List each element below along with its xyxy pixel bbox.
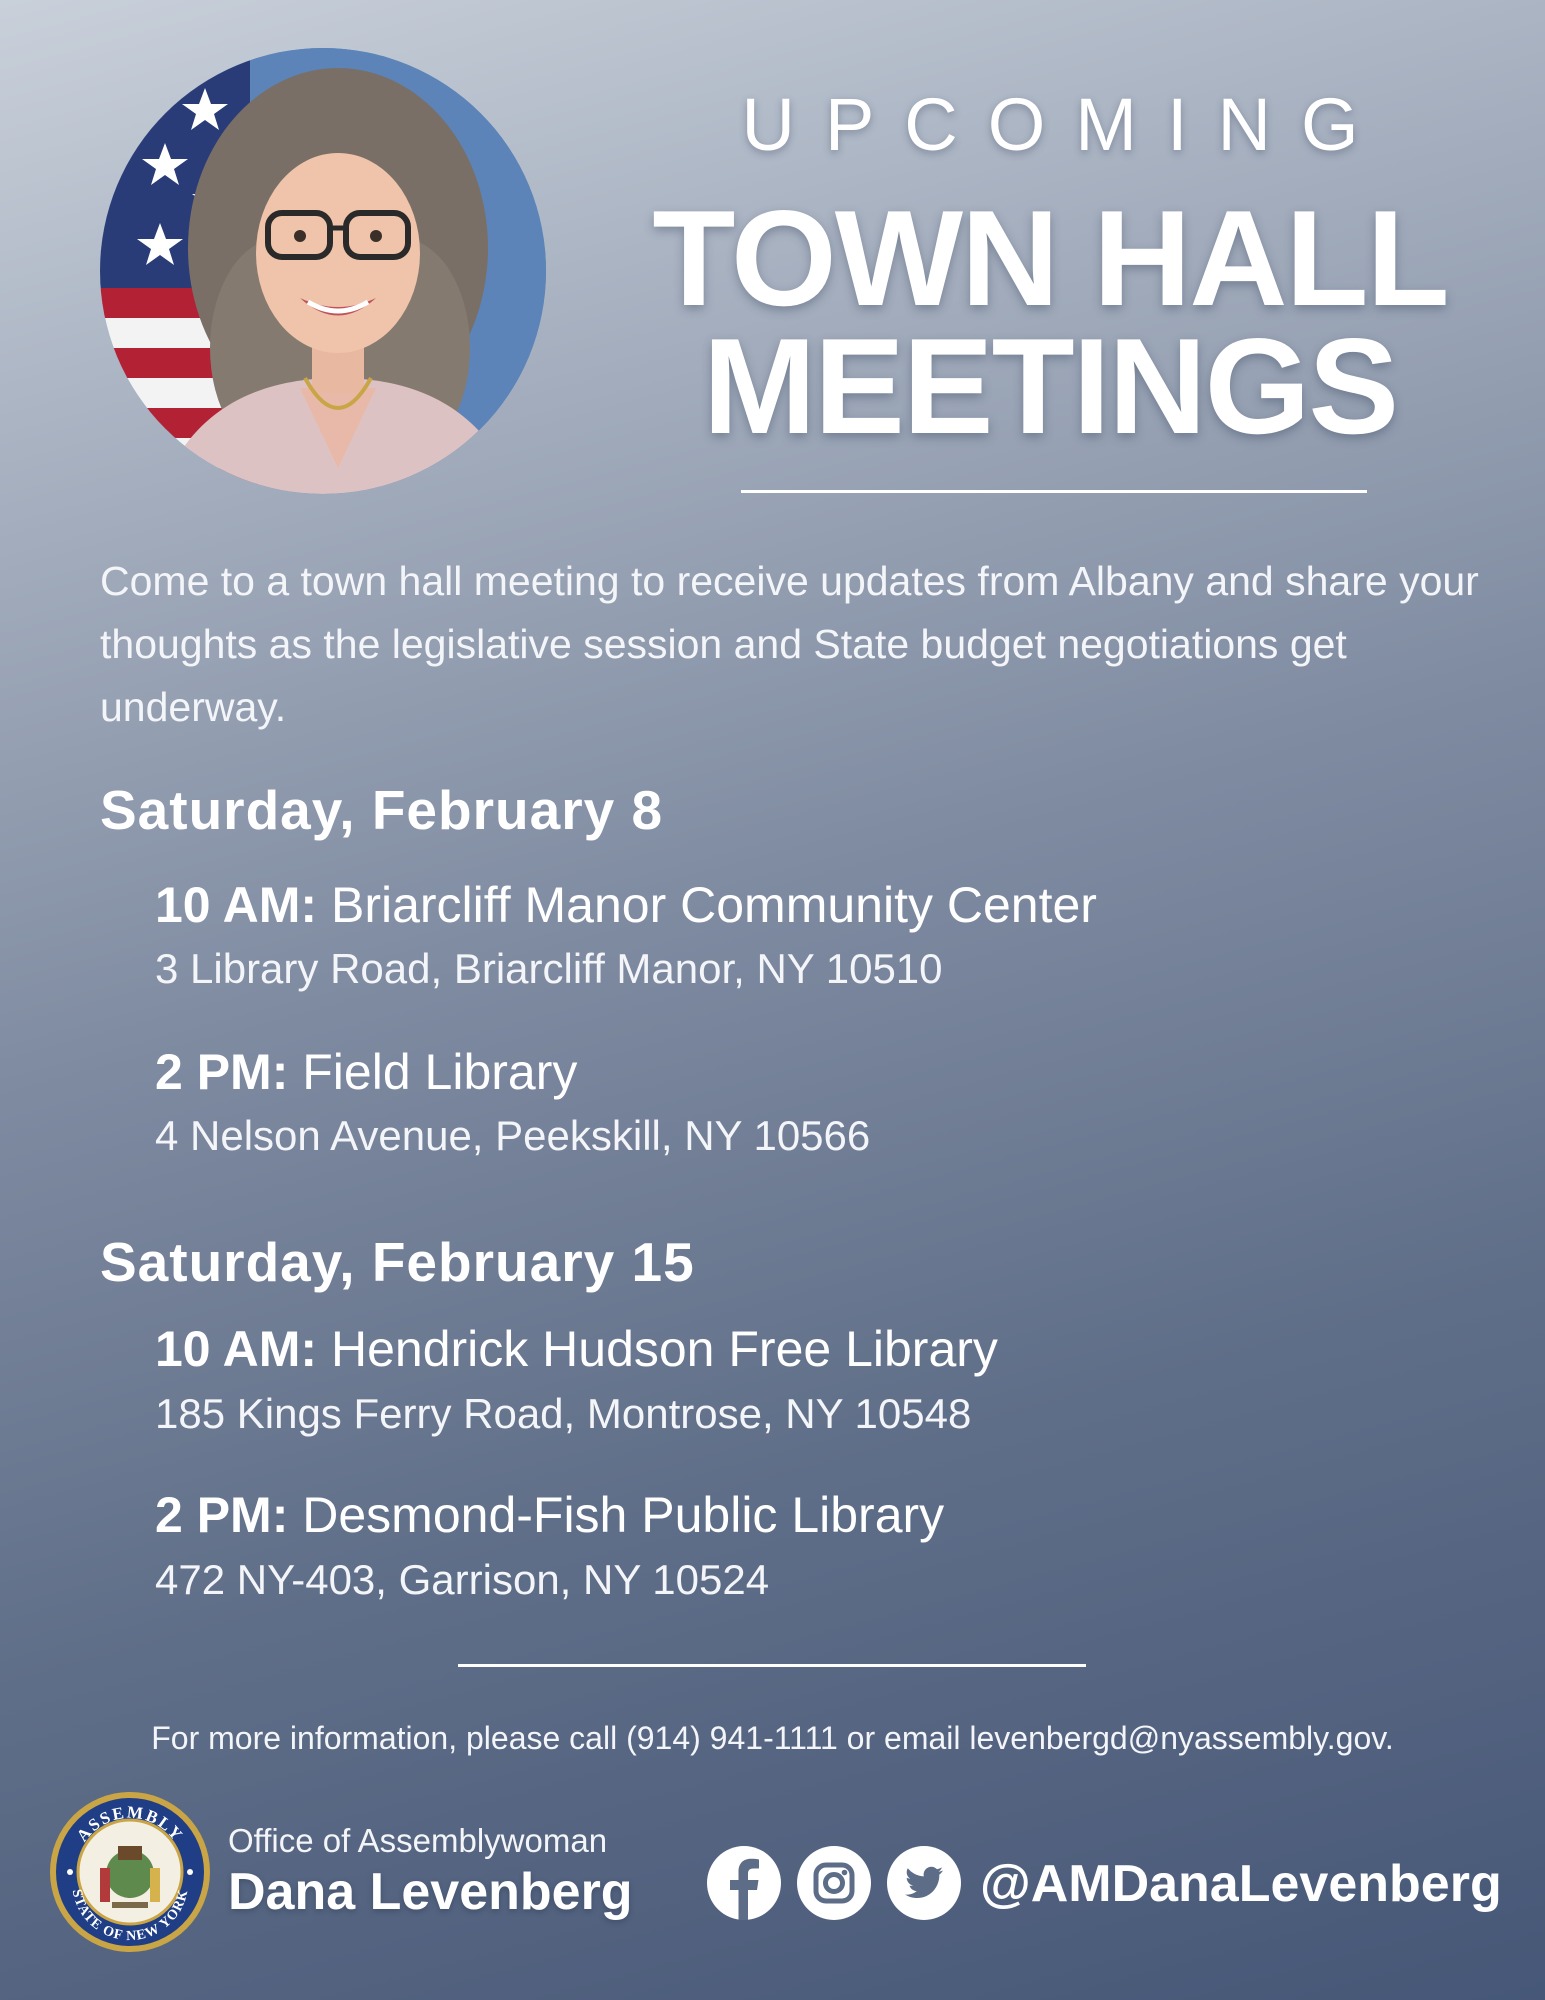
divider-top: [741, 490, 1367, 493]
seal-bottom-text: STATE OF NEW YORK: [68, 1887, 192, 1945]
divider-bottom: [458, 1664, 1086, 1667]
event-venue: Field Library: [302, 1044, 578, 1100]
event-venue: Hendrick Hudson Free Library: [330, 1321, 998, 1377]
event-time: 10 AM:: [155, 1321, 318, 1377]
event-address: 185 Kings Ferry Road, Montrose, NY 10548: [155, 1390, 972, 1437]
page-title-line-2: MEETINGS: [702, 310, 1398, 462]
portrait-photo: [100, 48, 546, 494]
twitter-icon[interactable]: [887, 1846, 961, 1920]
assembly-seal-icon: [48, 1790, 212, 1954]
contact-info: For more information, please call (914) 941-1111 or email levenbergd@nyassembly.gov.: [151, 1720, 1394, 1756]
date-heading: Saturday, February 8: [100, 779, 664, 841]
office-name: Dana Levenberg: [228, 1863, 633, 1921]
event-title: [155, 1321, 998, 1377]
event-address: 3 Library Road, Briarcliff Manor, NY 10510: [155, 945, 943, 992]
event-time: 10 AM:: [155, 877, 318, 933]
seal-top-text: ASSEMBLY: [72, 1802, 188, 1846]
event-venue: Desmond-Fish Public Library: [302, 1487, 945, 1543]
event-title: [155, 1044, 578, 1100]
event-address: 4 Nelson Avenue, Peekskill, NY 10566: [155, 1112, 871, 1159]
event-time: 2 PM:: [155, 1044, 289, 1100]
date-heading: Saturday, February 15: [100, 1231, 695, 1293]
facebook-icon[interactable]: [707, 1846, 781, 1920]
instagram-icon[interactable]: [797, 1846, 871, 1920]
event-title: [155, 877, 1097, 933]
upcoming-label: UPCOMING: [741, 83, 1389, 166]
event-time: 2 PM:: [155, 1487, 289, 1543]
page-title-line-1: TOWN HALL: [652, 182, 1448, 334]
event-title: [155, 1487, 945, 1543]
intro-text: Come to a town hall meeting to receive updates from Albany and share your thoughts as the legislative session and State budget negotiations get underway.: [100, 558, 1479, 730]
office-line: Office of Assemblywoman: [228, 1822, 608, 1859]
event-address: 472 NY-403, Garrison, NY 10524: [155, 1556, 770, 1603]
social-handle[interactable]: @AMDanaLevenberg: [980, 1855, 1502, 1913]
event-venue: Briarcliff Manor Community Center: [330, 877, 1097, 933]
